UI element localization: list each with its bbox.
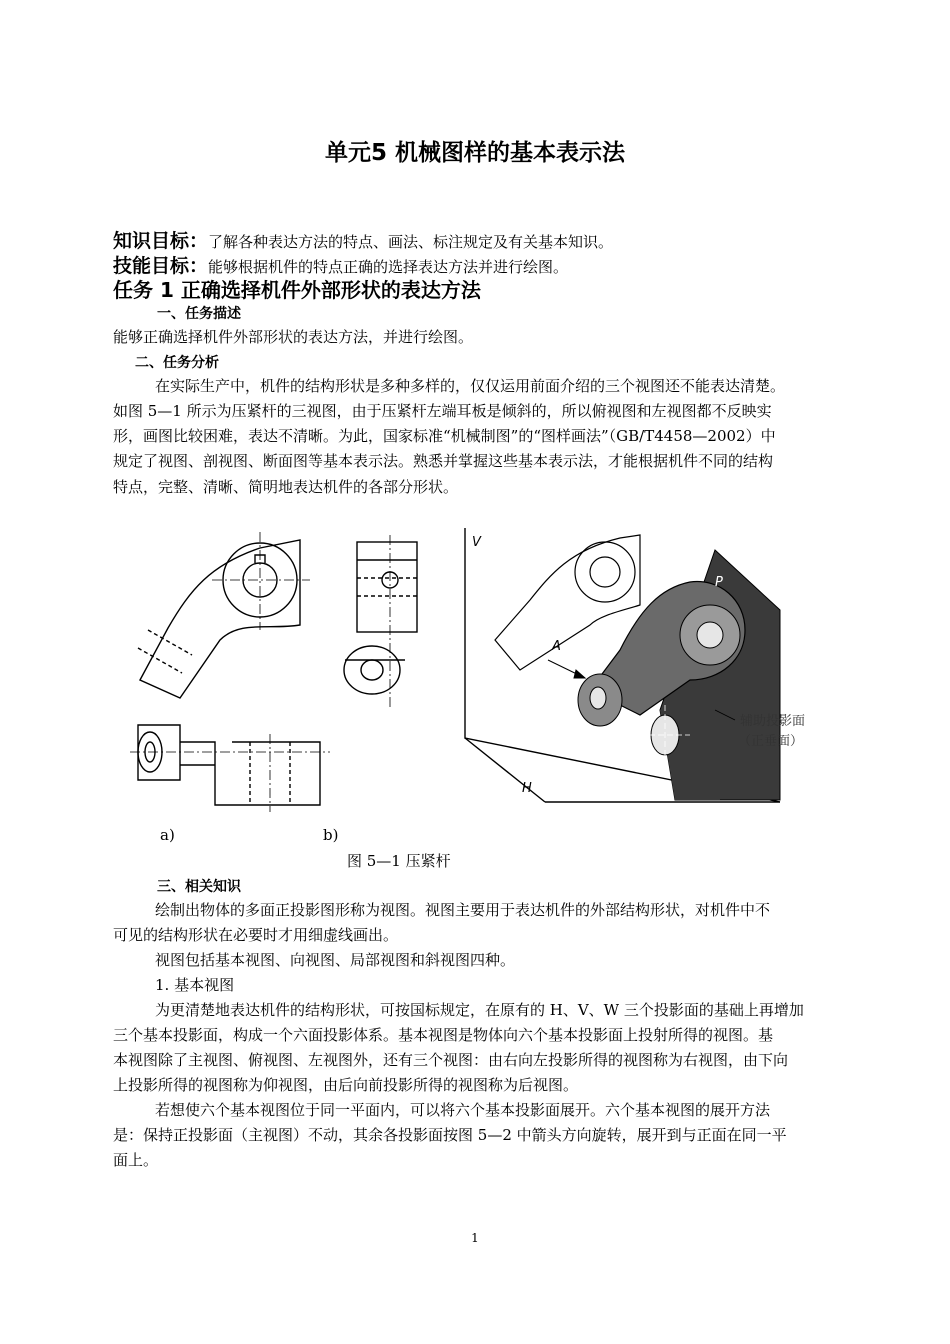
paragraph-line: 三个基本投影面，构成一个六面投影体系。基本视图是物体向六个基本投影面上投射所得的视图。基 (113, 1026, 774, 1044)
view-direction-arrow (548, 660, 585, 678)
section-heading-1: 一、任务描述 (157, 306, 241, 322)
subsection-heading: 1. 基本视图 (155, 976, 235, 994)
plane-h-label: H (522, 781, 532, 796)
paragraph-line: 在实际生产中，机件的结构形状是多种多样的，仅仅运用前面介绍的三个视图还不能表达清楚。 (155, 377, 786, 395)
knowledge-goal-label: 知识目标： (113, 230, 209, 252)
skill-goal-text: 能够根据机件的特点正确的选择表达方法并进行绘图。 (208, 258, 569, 276)
task-heading: 任务 1 正确选择机件外部形状的表达方法 (113, 278, 481, 302)
paragraph-line: 视图包括基本视图、向视图、局部视图和斜视图四种。 (155, 951, 516, 969)
paragraph-line: 形，画图比较困难，表达不清晰。为此，国家标准“机械制图”的“图样画法”（GB/T4458—2002）中 (113, 427, 776, 445)
callout-line-1: 辅助投影面 (740, 714, 806, 729)
callout-line-2: （正垂面） (738, 734, 804, 749)
figure-label-b: b) (323, 826, 339, 844)
plane-v-label: V (472, 535, 481, 550)
section-1-text: 能够正确选择机件外部形状的表达方法，并进行绘图。 (113, 328, 474, 346)
knowledge-goal (113, 226, 613, 253)
paragraph-line: 是：保持正投影面（主视图）不动，其余各投影面按图 5—2 中箭头方向旋转，展开到与正面在同一平 (113, 1126, 787, 1144)
section-heading-2: 二、任务分析 (135, 355, 219, 371)
paragraph-line: 若想使六个基本视图位于同一平面内，可以将六个基本投影面展开。六个基本视图的展开方法 (155, 1101, 771, 1119)
page-title: 单元5 机械图样的基本表示法 (324, 140, 625, 166)
front-view-drawing (138, 532, 310, 698)
paragraph-line: 绘制出物体的多面正投影图形称为视图。视图主要用于表达机件的外部结构形状，对机件中不 (155, 901, 771, 919)
paragraph-line: 规定了视图、剖视图、断面图等基本表示法。熟悉并掌握这些基本表示法，才能根据机件不同的结构 (113, 452, 774, 470)
figure-label-a: a) (160, 826, 175, 844)
paragraph-line: 上投影所得的视图称为仰视图，由后向前投影所得的视图称为后视图。 (113, 1076, 579, 1094)
section-heading-3: 三、相关知识 (157, 879, 241, 895)
paragraph-line: 可见的结构形状在必要时才用细虚线画出。 (113, 926, 399, 944)
figure-caption: 图 5—1 压紧杆 (347, 852, 451, 870)
arrow-a-label: A (552, 639, 561, 654)
paragraph-line: 特点，完整、清晰、简明地表达机件的各部分形状。 (113, 478, 459, 496)
paragraph-line: 面上。 (113, 1151, 159, 1169)
page-number: 1 (471, 1231, 479, 1245)
top-view-drawing (130, 725, 330, 812)
plane-p-label: P (715, 575, 723, 590)
figure-5-1 (120, 520, 806, 815)
paragraph-line: 如图 5—1 所示为压紧杆的三视图，由于压紧杆左端耳板是倾斜的，所以俯视图和左视图都不反映实 (113, 402, 772, 420)
paragraph-line: 为更清楚地表达机件的结构形状，可按国标规定，在原有的 H、V、W 三个投影面的基础上再增加 (155, 1001, 804, 1019)
paragraph-line: 本视图除了主视图、俯视图、左视图外，还有三个视图：由右向左投影所得的视图称为右视图，由下向 (113, 1051, 789, 1069)
skill-goal-label: 技能目标： (113, 255, 209, 277)
knowledge-goal-text: 了解各种表达方法的特点、画法、标注规定及有关基本知识。 (208, 233, 614, 251)
side-view-drawing (344, 535, 417, 710)
